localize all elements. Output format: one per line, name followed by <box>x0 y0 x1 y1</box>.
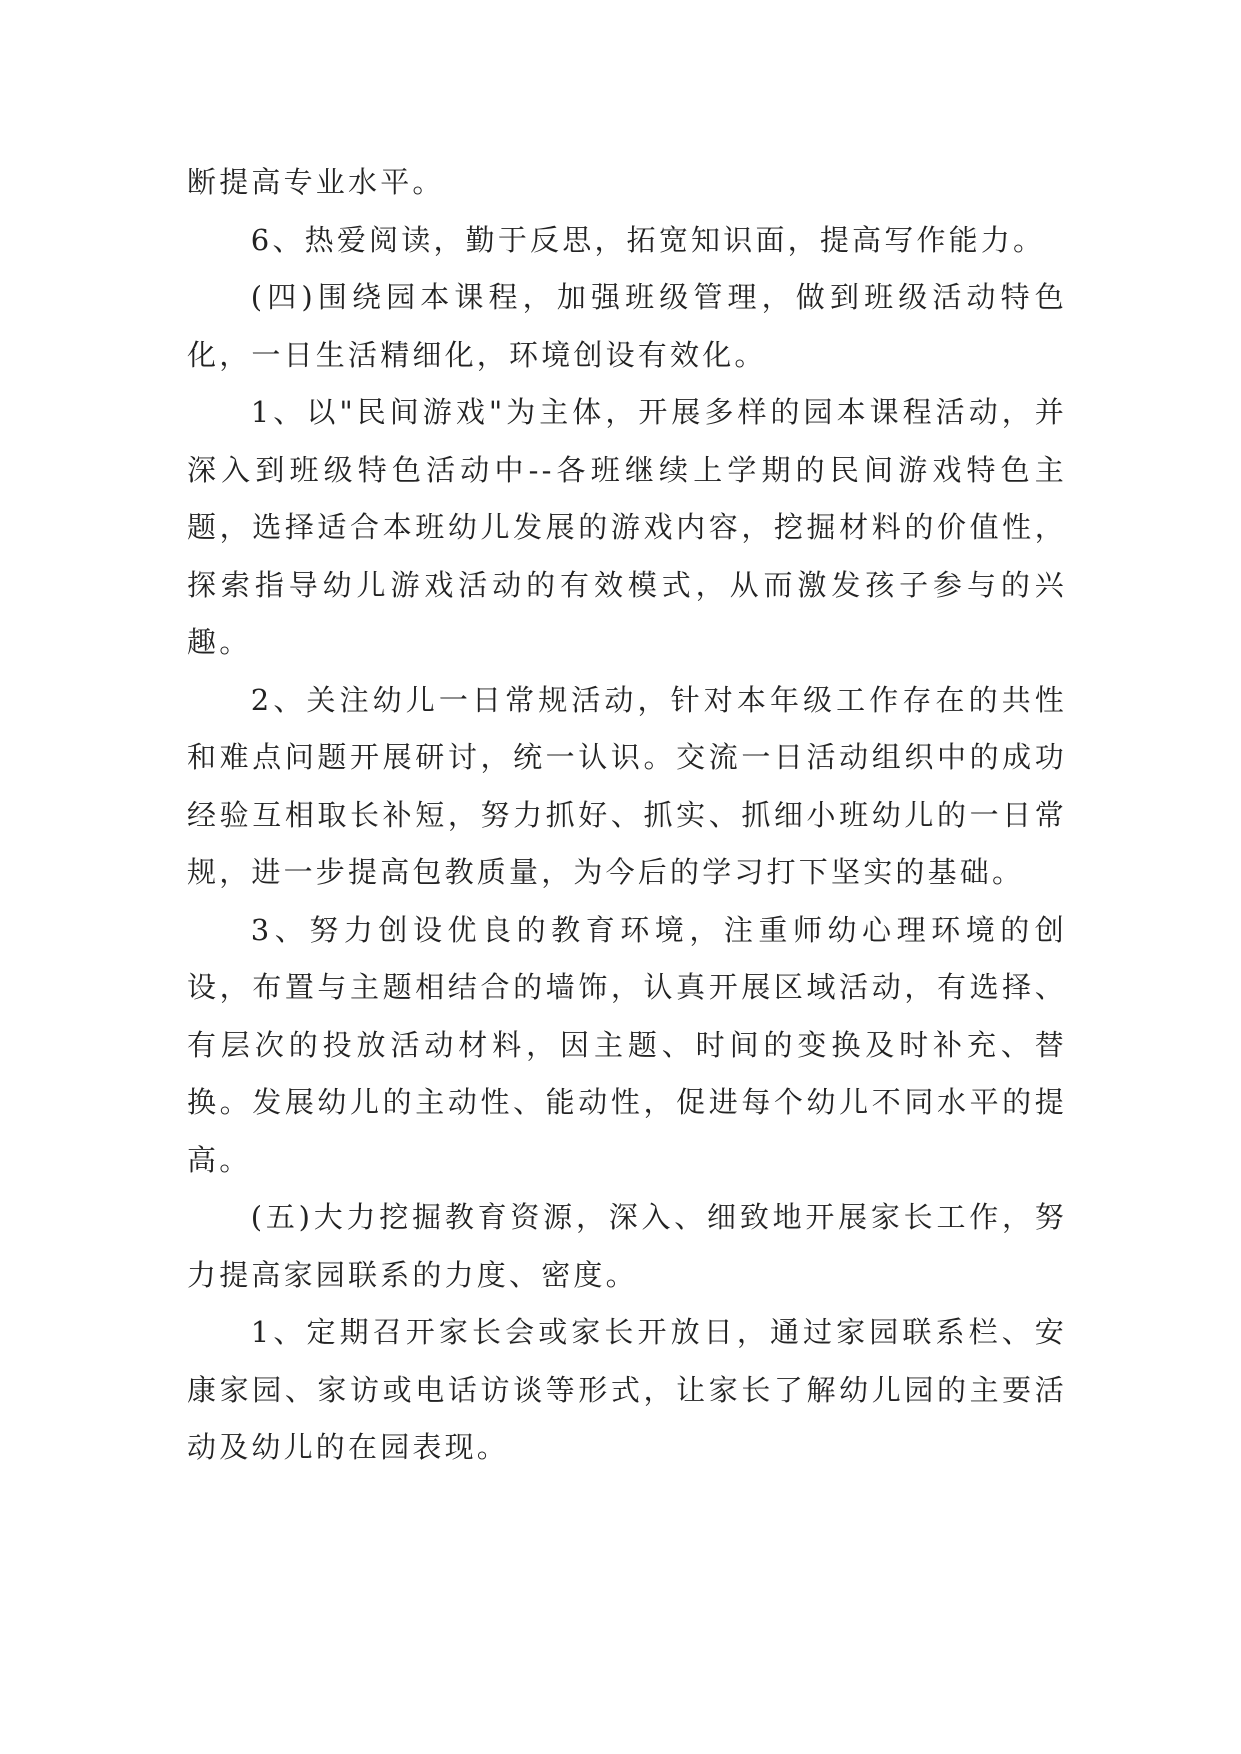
paragraph-section-5-item-1: 1、定期召开家长会或家长开放日，通过家园联系栏、安康家园、家访或电话访谈等形式，让家长了解幼儿园的主要活动及幼儿的在园表现。 <box>187 1315 1067 1464</box>
paragraph-item-6: 6、热爱阅读，勤于反思，拓宽知识面，提高写作能力。 <box>250 222 1046 257</box>
paragraph-section-4-item-1: 1、以"民间游戏"为主体，开展多样的园本课程活动，并深入到班级特色活动中--各班继续上学期的民间游戏特色主题，选择适合本班幼儿发展的游戏内容，挖掘材料的价值性，探索指导幼儿游戏活动的有效模式，从而激发孩子参与的兴趣。 <box>187 395 1067 659</box>
paragraph-section-5-heading: (五)大力挖掘教育资源，深入、细致地开展家长工作，努力提高家园联系的力度、密度。 <box>187 1200 1067 1292</box>
paragraph-section-4-heading: (四)围绕园本课程，加强班级管理，做到班级活动特色化，一日生活精细化，环境创设有效化。 <box>187 280 1067 372</box>
document-body <box>187 154 1067 1477</box>
paragraph-section-4-item-2: 2、关注幼儿一日常规活动，针对本年级工作存在的共性和难点问题开展研讨，统一认识。交流一日活动组织中的成功经验互相取长补短，努力抓好、抓实、抓细小班幼儿的一日常规，进一步提高包教质量，为今后的学习打下坚实的基础。 <box>187 682 1067 889</box>
paragraph-section-4-item-3: 3、努力创设优良的教育环境，注重师幼心理环境的创设，布置与主题相结合的墙饰，认真开展区域活动，有选择、有层次的投放活动材料，因主题、时间的变换及时补充、替换。发展幼儿的主动性、能动性，促进每个幼儿不同水平的提高。 <box>187 912 1067 1177</box>
paragraph-continuation: 断提高专业水平。 <box>187 165 445 199</box>
